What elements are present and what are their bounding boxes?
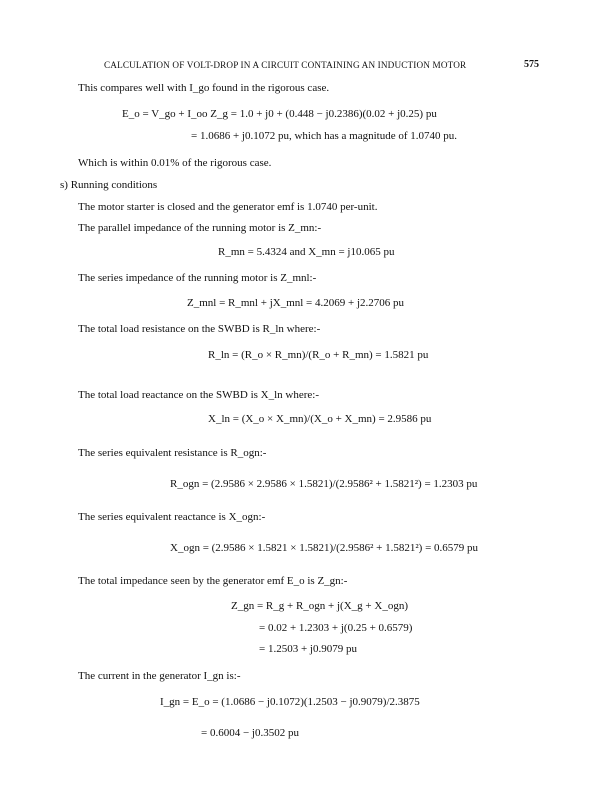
equation-ign-line1: I_gn = E_o = (1.0686 − j0.1072)(1.2503 − j0.9079)/2.3875 xyxy=(160,696,420,708)
equation-rmn-xmn: R_mn = 5.4324 and X_mn = j10.065 pu xyxy=(218,246,395,258)
paragraph-equivalent-reactance: The series equivalent reactance is X_ogn:- xyxy=(78,511,266,523)
equation-xogn: X_ogn = (2.9586 × 1.5821 × 1.5821)/(2.9586² + 1.5821²) = 0.6579 pu xyxy=(170,542,479,554)
equation-zgn-line1: Z_gn = R_g + R_ogn + j(X_g + X_ogn) xyxy=(231,600,408,612)
equation-zgn-line2: = 0.02 + 1.2303 + j(0.25 + 0.6579) xyxy=(259,622,413,634)
equation-rogn: R_ogn = (2.9586 × 2.9586 × 1.5821)/(2.9586² + 1.5821²) = 1.2303 pu xyxy=(170,478,478,490)
paragraph-series-impedance: The series impedance of the running motor is Z_mnl:- xyxy=(78,272,317,284)
equation-rln: R_ln = (R_o × R_mn)/(R_o + R_mn) = 1.5821 pu xyxy=(208,349,429,361)
page-number: 575 xyxy=(524,59,539,70)
paragraph-compares: This compares well with I_go found in the rigorous case. xyxy=(78,82,330,94)
paragraph-load-resistance: The total load resistance on the SWBD is R_ln where:- xyxy=(78,323,321,335)
section-heading-running-conditions: s) Running conditions xyxy=(60,179,158,191)
equation-eo-line1: E_o = V_go + I_oo Z_g = 1.0 + j0 + (0.448 − j0.2386)(0.02 + j0.25) pu xyxy=(122,108,437,120)
paragraph-load-reactance: The total load reactance on the SWBD is X_ln where:- xyxy=(78,389,320,401)
paragraph-parallel-impedance: The parallel impedance of the running motor is Z_mn:- xyxy=(78,222,322,234)
equation-eo-line2: = 1.0686 + j0.1072 pu, which has a magnitude of 1.0740 pu. xyxy=(191,130,457,142)
paragraph-equivalent-resistance: The series equivalent resistance is R_ogn:- xyxy=(78,447,267,459)
equation-ign-line2: = 0.6004 − j0.3502 pu xyxy=(201,727,299,739)
paragraph-generator-current: The current in the generator I_gn is:- xyxy=(78,670,241,682)
paragraph-motor-starter: The motor starter is closed and the generator emf is 1.0740 per-unit. xyxy=(78,201,378,213)
running-header: CALCULATION OF VOLT-DROP IN A CIRCUIT CONTAINING AN INDUCTION MOTOR xyxy=(104,60,467,70)
equation-zmnl: Z_mnl = R_mnl + jX_mnl = 4.2069 + j2.2706 pu xyxy=(187,297,405,309)
paragraph-total-impedance: The total impedance seen by the generator emf E_o is Z_gn:- xyxy=(78,575,348,587)
paragraph-within: Which is within 0.01% of the rigorous case. xyxy=(78,157,272,169)
equation-zgn-line3: = 1.2503 + j0.9079 pu xyxy=(259,643,357,655)
equation-xln: X_ln = (X_o × X_mn)/(X_o + X_mn) = 2.9586 pu xyxy=(208,413,432,425)
